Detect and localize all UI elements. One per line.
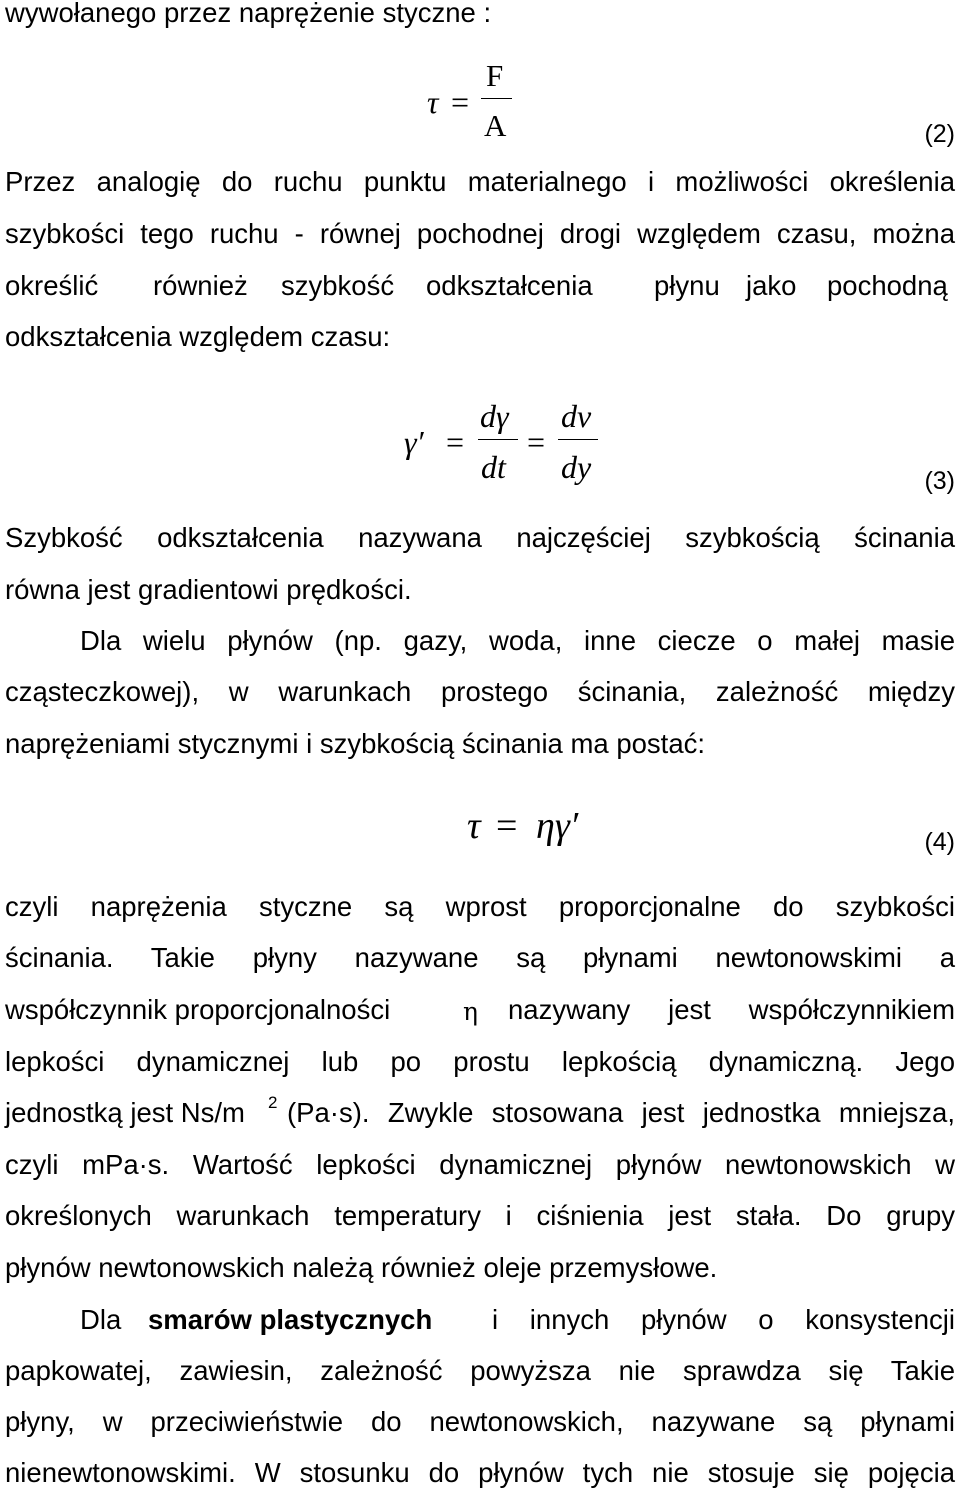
eq3-equals-1: = (446, 424, 465, 460)
text-segment: nazywany jest współczynnikiem (508, 994, 955, 1025)
eq3-fraction-bar-1 (478, 439, 518, 440)
text-line: równa jest gradientowi prędkości. (5, 574, 412, 605)
word: odkształcenia (426, 270, 593, 301)
eq4-equals: = (496, 805, 518, 847)
eq3-fraction-bar-2 (558, 439, 598, 440)
text-line: Dla wielu płynów (np. gazy, woda, inne ciecze o małej masie (80, 625, 955, 656)
text-line: naprężeniami stycznymi i szybkością ścinania ma postać: (5, 728, 706, 759)
text-line: płyny, w przeciwieństwie do newtonowskich, nazywane są płynami (5, 1406, 955, 1437)
text-line: czyli naprężenia styczne są wprost proporcjonalne do szybkości (5, 891, 955, 922)
equation-number: (2) (924, 120, 955, 148)
eq4-rhs: ηγ′ (536, 805, 579, 847)
word: płynu (654, 270, 720, 301)
text-segment: i innych płynów o konsystencji (492, 1304, 955, 1335)
eq3-denominator-2: dy (561, 449, 592, 485)
eq2-lhs: τ (427, 84, 439, 120)
bold-term: smarów plastycznych (148, 1304, 433, 1335)
text-line: cząsteczkowej), w warunkach prostego ścinania, zależność między (5, 676, 955, 707)
eq3-numerator-2: dv (561, 398, 592, 434)
text-line: szybkości tego ruchu - równej pochodnej drogi względem czasu, można (5, 218, 955, 249)
word: szybkość (281, 270, 395, 301)
eq2-numerator: F (486, 58, 504, 93)
equation-number: (3) (924, 467, 955, 495)
eq2-denominator: A (484, 108, 507, 143)
text-line: Szybkość odkształcenia nazywana najczęściej szybkością ścinania (5, 522, 955, 553)
eq2-fraction-bar (481, 98, 512, 99)
superscript: 2 (268, 1093, 278, 1112)
text-segment: (Pa·s). Zwykle stosowana jest jednostka mniejsza, (287, 1097, 955, 1128)
eta-symbol: η (463, 997, 478, 1026)
text-segment: jednostką jest Ns/m (5, 1097, 245, 1128)
eq4-lhs: τ (467, 805, 481, 847)
eq3-denominator-1: dt (481, 449, 506, 485)
text-line: Przez analogię do ruchu punktu materialnego i możliwości określenia (5, 166, 955, 197)
text-segment: współczynnik proporcjonalności (5, 994, 391, 1025)
eq3-equals-2: = (527, 424, 546, 460)
word: pochodną (827, 270, 948, 301)
text-segment: Dla (80, 1304, 122, 1335)
text-line: czyli mPa·s. Wartość lepkości dynamicznej płynów newtonowskich w (5, 1149, 955, 1180)
text-line: odkształcenia względem czasu: (5, 321, 391, 352)
text-line: lepkości dynamicznej lub po prostu lepkością dynamiczną. Jego (5, 1046, 955, 1077)
word: również (153, 270, 248, 301)
text-line: ścinania. Takie płyny nazywane są płynami newtonowskimi a (5, 942, 955, 973)
equation-number: (4) (924, 828, 955, 856)
text-line: nienewtonowskimi. W stosunku do płynów tych nie stosuje się pojęcia (5, 1457, 955, 1488)
text-line: wywołanego przez naprężenie styczne : (5, 0, 492, 28)
text-line: płynów newtonowskich należą również oleje przemysłowe. (5, 1252, 718, 1283)
eq3-numerator-1: dγ (480, 398, 509, 434)
eq2-equals: = (451, 84, 470, 120)
word: określić (5, 270, 99, 301)
word: jako (746, 270, 797, 301)
text-line: papkowatej, zawiesin, zależność powyższa nie sprawdza się Takie (5, 1355, 955, 1386)
text-line: określonych warunkach temperatury i ciśnienia jest stała. Do grupy (5, 1200, 955, 1231)
eq3-lhs: γ′ (404, 424, 424, 460)
